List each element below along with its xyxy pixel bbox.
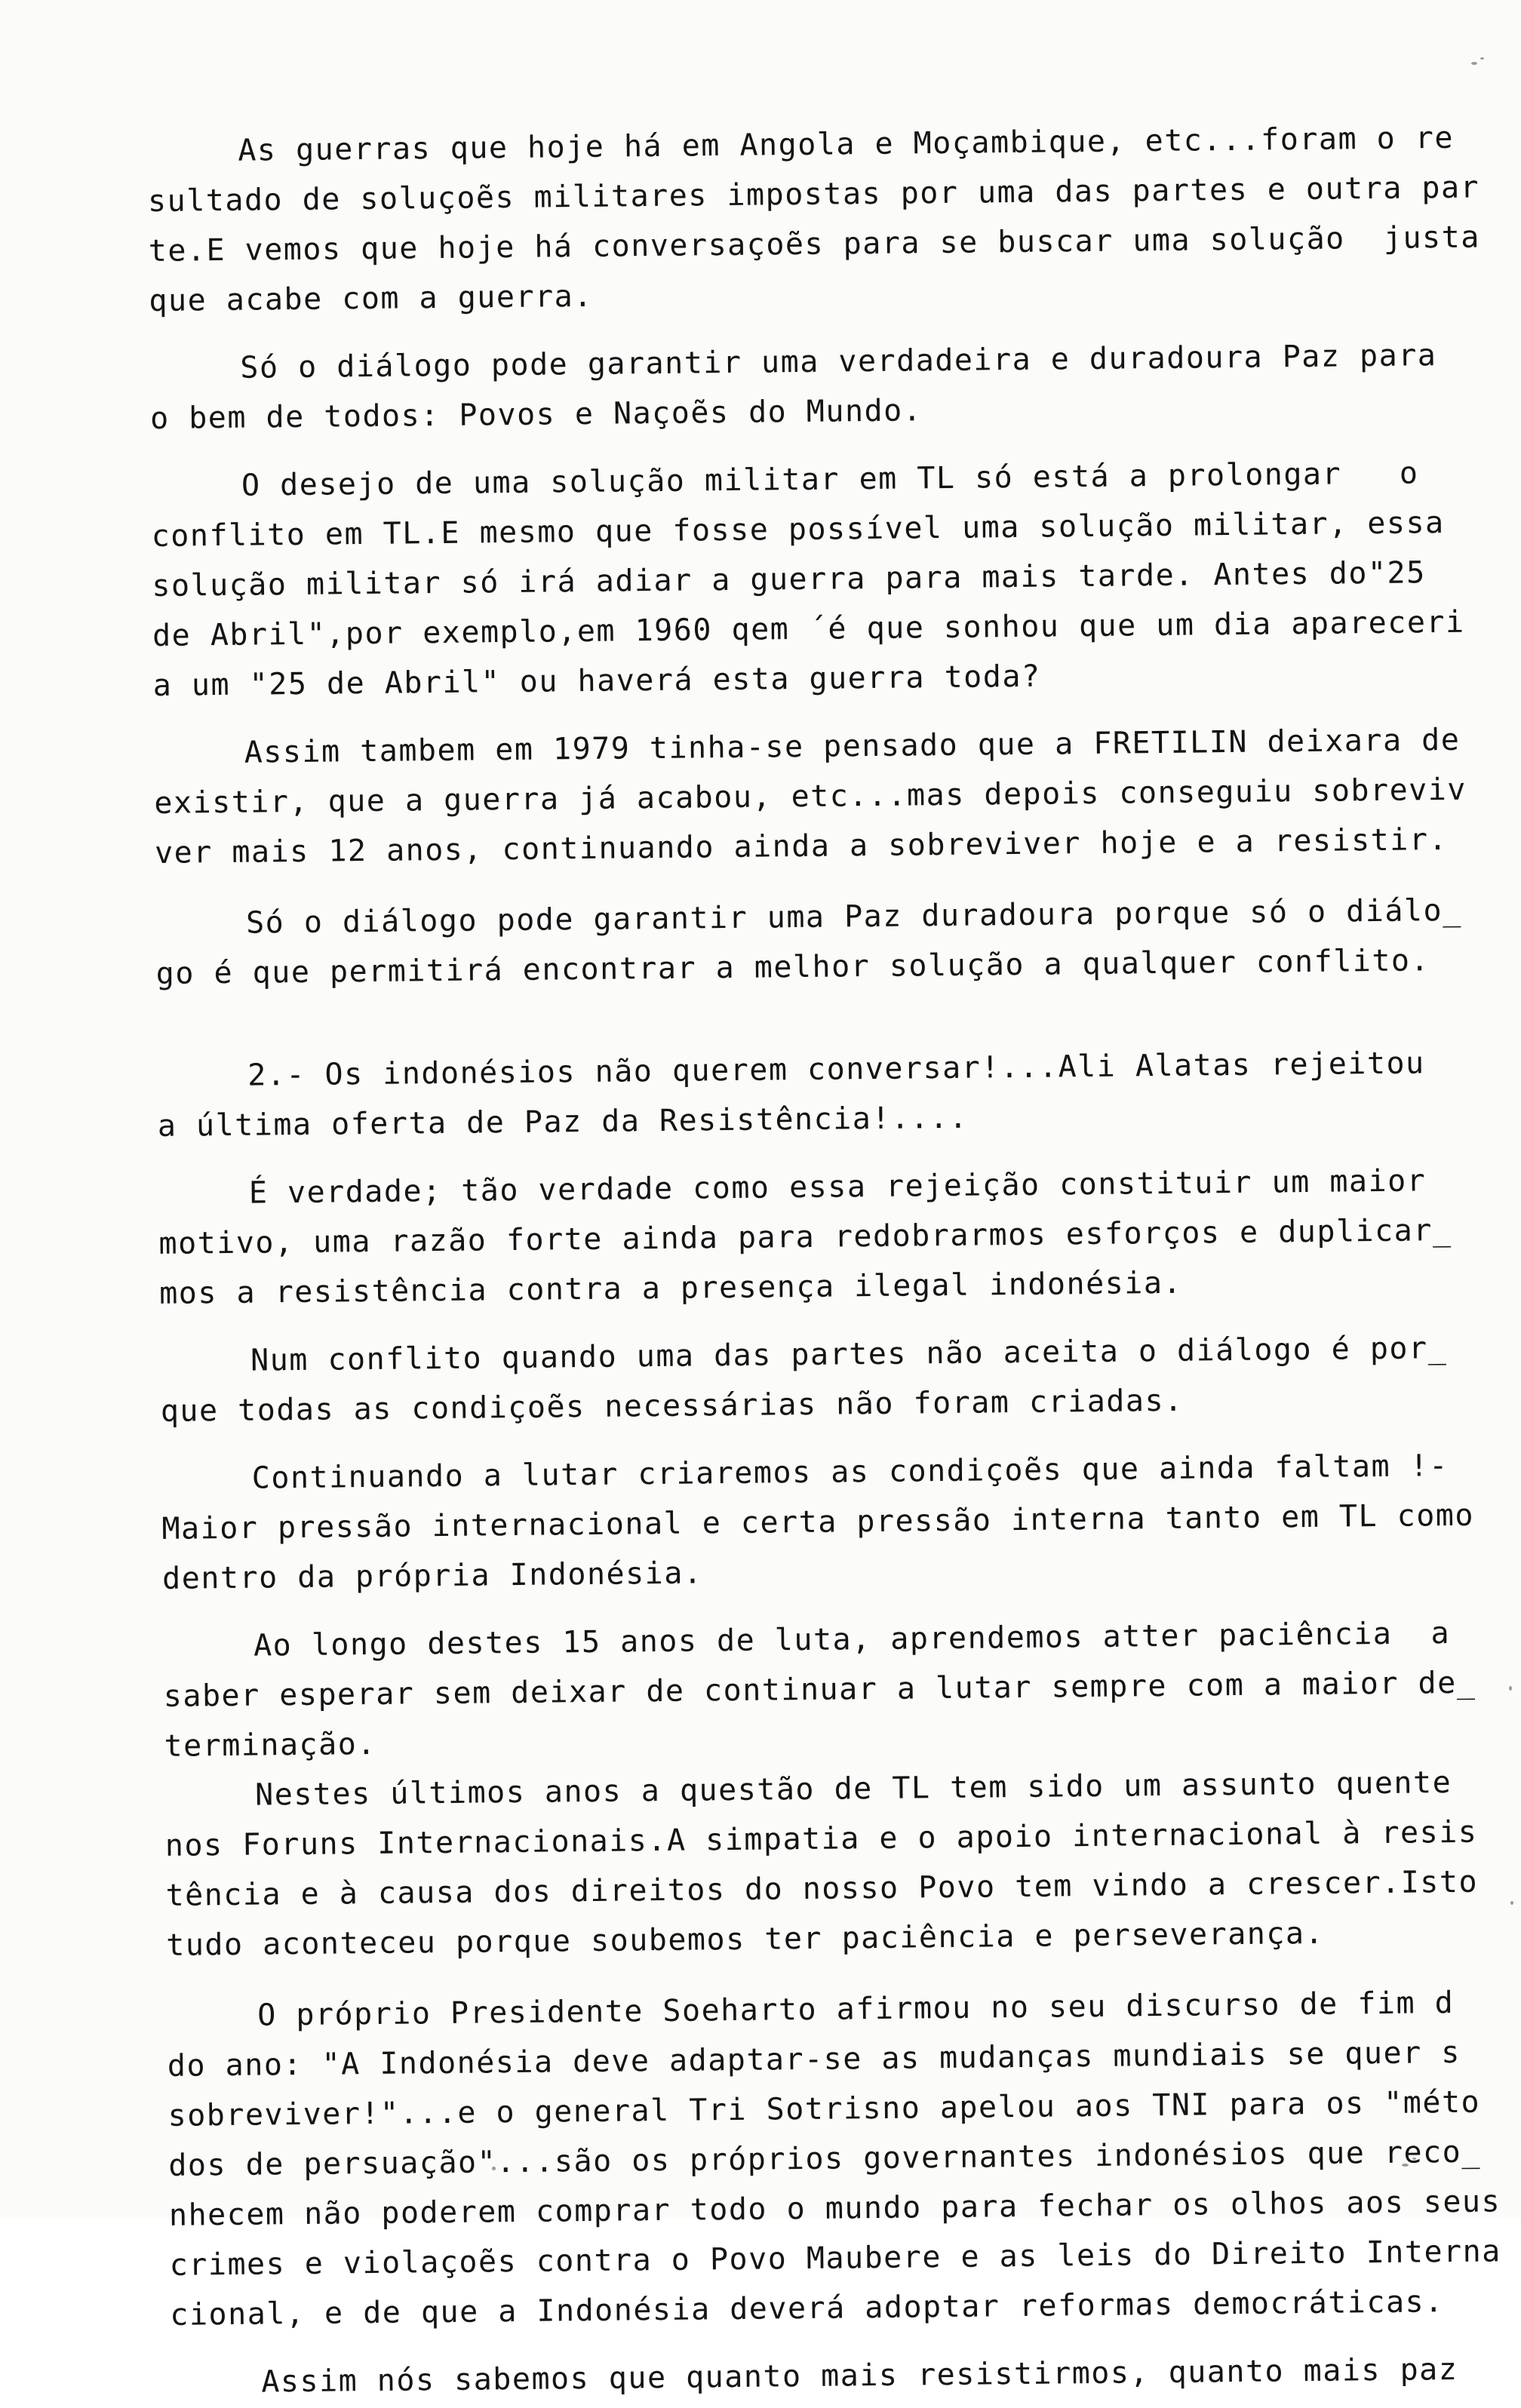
scan-speck	[1510, 1901, 1513, 1905]
text-line: cional, e de que a Indonésia deverá adoptar reformas democráticas.	[170, 2284, 1444, 2333]
text-line: O desejo de uma solução militar em TL só está a prolongar o	[241, 456, 1419, 503]
text-line: saber esperar sem deixar de continuar a lutar sempre com a maior de_	[163, 1665, 1476, 1714]
text-line: que todas as condiçoẽs necessárias não foram criadas.	[160, 1383, 1184, 1429]
text-line: As guerras que hoje há em Angola e Moçambique, etc...foram o re	[238, 120, 1455, 168]
text-line: solução militar só irá adiar a guerra para mais tarde. Antes do"25	[152, 555, 1426, 604]
text-line: a um "25 de Abril" ou haverá esta guerra toda?	[152, 659, 1041, 703]
text-line: dos de persuação"...são os próprios governantes indonésios que reco_	[168, 2134, 1482, 2183]
text-line: crimes e violaçoẽs contra o Povo Maubere e as leis do Direito Interna	[169, 2234, 1502, 2283]
text-line: 2.- Os indonésios não querem conversar!...Ali Alatas rejeitou	[247, 1046, 1425, 1093]
text-line: motivo, uma razão forte ainda para redobrarmos esforços e duplicar_	[158, 1212, 1452, 1261]
paragraph-11	[164, 1758, 1479, 1970]
text-line: Maior pressão internacional e certa pressão interna tanto em TL como	[161, 1497, 1475, 1546]
paragraph-1	[147, 113, 1481, 326]
typewritten-text	[147, 113, 1502, 2408]
text-line: ver mais 12 anos, continuando ainda a sobreviver hoje e a resistir.	[154, 822, 1449, 871]
text-line: nhecem não poderem comprar todo o mundo para fechar os olhos aos seus	[168, 2184, 1501, 2233]
text-line: sobreviver!"...e o general Tri Sotrisno apelou aos TNI para os "méto	[167, 2084, 1481, 2133]
text-line: existir, que a guerra já acabou, etc...mas depois conseguiu sobreviv	[154, 772, 1467, 821]
paragraph-9	[161, 1441, 1475, 1604]
text-line: tência e à causa dos direitos do nosso Povo tem vindo a crescer.Isto	[165, 1864, 1479, 1913]
text-line: Nestes últimos anos a questão de TL tem sido um assunto quente	[254, 1765, 1452, 1813]
text-line: Só o diálogo pode garantir uma Paz duradoura porque só o diálo_	[245, 892, 1462, 941]
text-line: de Abril",por exemplo,em 1960 qem ´é que sonhou que um dia apareceri	[152, 604, 1465, 653]
text-line: Num conflito quando uma das partes não aceita o diálogo é por_	[250, 1331, 1448, 1378]
text-line: dentro da própria Indonésia.	[161, 1556, 703, 1596]
text-line: Assim nós sabemos que quanto mais resistirmos, quanto mais paz	[261, 2351, 1458, 2400]
text-line: Continuando a lutar criaremos as condiçoẽs que ainda faltam !-	[251, 1448, 1449, 1496]
paragraph-8	[160, 1323, 1458, 1436]
text-line: que acabe com a guerra.	[149, 278, 594, 318]
text-line: Assim tambem em 1979 tinha-se pensado que a FRETILIN deixara de	[244, 722, 1461, 770]
scan-speck	[1509, 1686, 1512, 1691]
text-line: go é que permitirá encontrar a melhor solução a qualquer conflito.	[155, 943, 1430, 991]
text-line: Ao longo destes 15 anos de luta, aprendemos atter paciência a	[253, 1616, 1451, 1663]
text-line: É verdade; tão verdade como essa rejeição constituir um maior	[248, 1163, 1427, 1211]
paragraph-7	[158, 1156, 1457, 1319]
paragraph-13	[171, 2345, 1469, 2408]
text-line: o bem de todos: Povos e Naçoẽs do Mundo.	[149, 393, 923, 436]
text-line: mos a resistência contra a presença ilegal indonésia.	[158, 1265, 1183, 1311]
scan-speck	[1480, 57, 1484, 60]
paragraph-2	[149, 330, 1448, 444]
text-line: te.E vemos que hoje há conversaçoẽs para se buscar uma solução justa	[148, 220, 1481, 269]
paragraph-6	[157, 1038, 1455, 1151]
text-line: do ano: "A Indonésia deve adaptar-se as mudanças mundiais se quer s	[167, 2035, 1461, 2084]
paragraph-5	[155, 886, 1462, 999]
text-line: sultado de soluçoẽs militares impostas por uma das partes e outra par	[147, 170, 1480, 219]
paragraph-12	[167, 1978, 1502, 2340]
text-line: a última oferta de Paz da Resistência!....	[157, 1100, 969, 1144]
text-line: conflito em TL.E mesmo que fosse possível uma solução militar, essa	[151, 505, 1445, 554]
text-line: O próprio Presidente Soeharto afirmou no seu discurso de fim d	[257, 1985, 1455, 2033]
paragraph-4	[153, 715, 1467, 878]
text-line: Só o diálogo pode garantir uma verdadeira e duradoura Paz para	[240, 338, 1437, 385]
paragraph-3	[151, 448, 1465, 711]
paragraph-10	[163, 1608, 1476, 1771]
text-line: nos Foruns Internacionais.A simpatia e o apoio internacional à resis	[164, 1814, 1478, 1863]
text-line: tudo aconteceu porque soubemos ter paciência e perseverança.	[166, 1915, 1325, 1963]
text-line: terminação.	[164, 1726, 377, 1764]
scan-speck	[1471, 62, 1477, 65]
